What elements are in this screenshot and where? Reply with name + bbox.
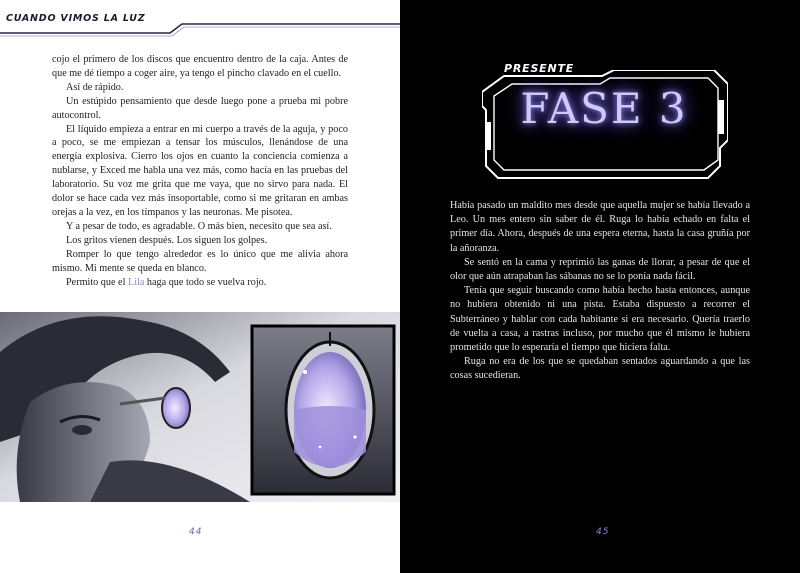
- paragraph: Tenía que seguir buscando como había hecho hasta entonces, aunque no hubiera obtenido ni una pista. Estaba dispuesto a recorrer el Subterráneo y hablar con cada habitante si era necesario. Quería traerlo de vuelta a casa, a rastras incluso, por mucho que él mismo le hubiera prometido que lo esperaría el tiempo que hiciera falta.: [450, 285, 750, 354]
- right-page: [400, 0, 800, 573]
- paragraph: Un estúpido pensamiento que desde luego pone a prueba mi pobre autocontrol.: [52, 95, 348, 121]
- book-title: CUANDO VIMOS LA LUZ: [6, 13, 146, 24]
- paragraph: Así de rápido.: [66, 81, 124, 93]
- paragraph: El líquido empieza a entrar en mi cuerpo a través de la aguja, y poco a poco, se me empiezan a tensar los músculos, llenándose de una energía explosiva. Cierro los ojos en cuanto la conciencia comienza a nublarse, y Exced me habla una vez más, como hacía en las pruebas del laboratorio. Su voz me grita que me vaya, que no sirvo para nada. El dolor se hace cada vez más insoportable, como si me gritaran en ambas orejas a la vez, en los tímpanos y las neuronas. Me pisotea.: [52, 123, 348, 218]
- text-span: Permito que el: [66, 276, 128, 288]
- illustration-art: [0, 312, 400, 502]
- manga-illustration: [0, 312, 400, 502]
- paragraph: cojo el primero de los discos que encuentro dentro de la caja. Antes de que me dé tiempo a coger aire, ya tengo el pincho clavado en el cuello.: [52, 54, 348, 79]
- page-number-left: 44: [189, 527, 203, 537]
- paragraph: Se sentó en la cama y reprimió las ganas de llorar, a pesar de que el olor que aún atrapaban las sábanas no se lo ponía nada fácil.: [450, 256, 750, 283]
- paragraph: Ruga no era de los que se quedaban sentados aguardando a que las cosas sucedieran.: [450, 356, 750, 382]
- paragraph: Y a pesar de todo, es agradable. O más bien, necesito que sea así.: [66, 220, 332, 232]
- phase-label: PRESENTE: [504, 62, 575, 75]
- lila-word: Lila: [127, 276, 145, 288]
- phase-title: FASE 3: [520, 84, 688, 133]
- left-body-text: [52, 53, 348, 289]
- paragraph-last: [52, 276, 348, 290]
- running-header: [0, 0, 400, 40]
- page-number-right: 45: [596, 527, 610, 537]
- right-body-text: [450, 199, 750, 384]
- paragraph: Había pasado un maldito mes desde que aquella mujer se había llevado a Leo. Un mes entero sin saber de él. Ruga lo había echado en falta el primer día. Ahora, después de una espera eterna, hasta la casa gruñía por la añoranza.: [450, 200, 750, 254]
- paragraph: Los gritos vienen después. Los siguen los golpes.: [66, 234, 268, 246]
- text-span: haga que todo se vuelva rojo.: [144, 276, 267, 288]
- paragraph: Romper lo que tengo alrededor es lo único que me alivia ahora mismo. Mi mente se queda en blanco.: [52, 248, 348, 274]
